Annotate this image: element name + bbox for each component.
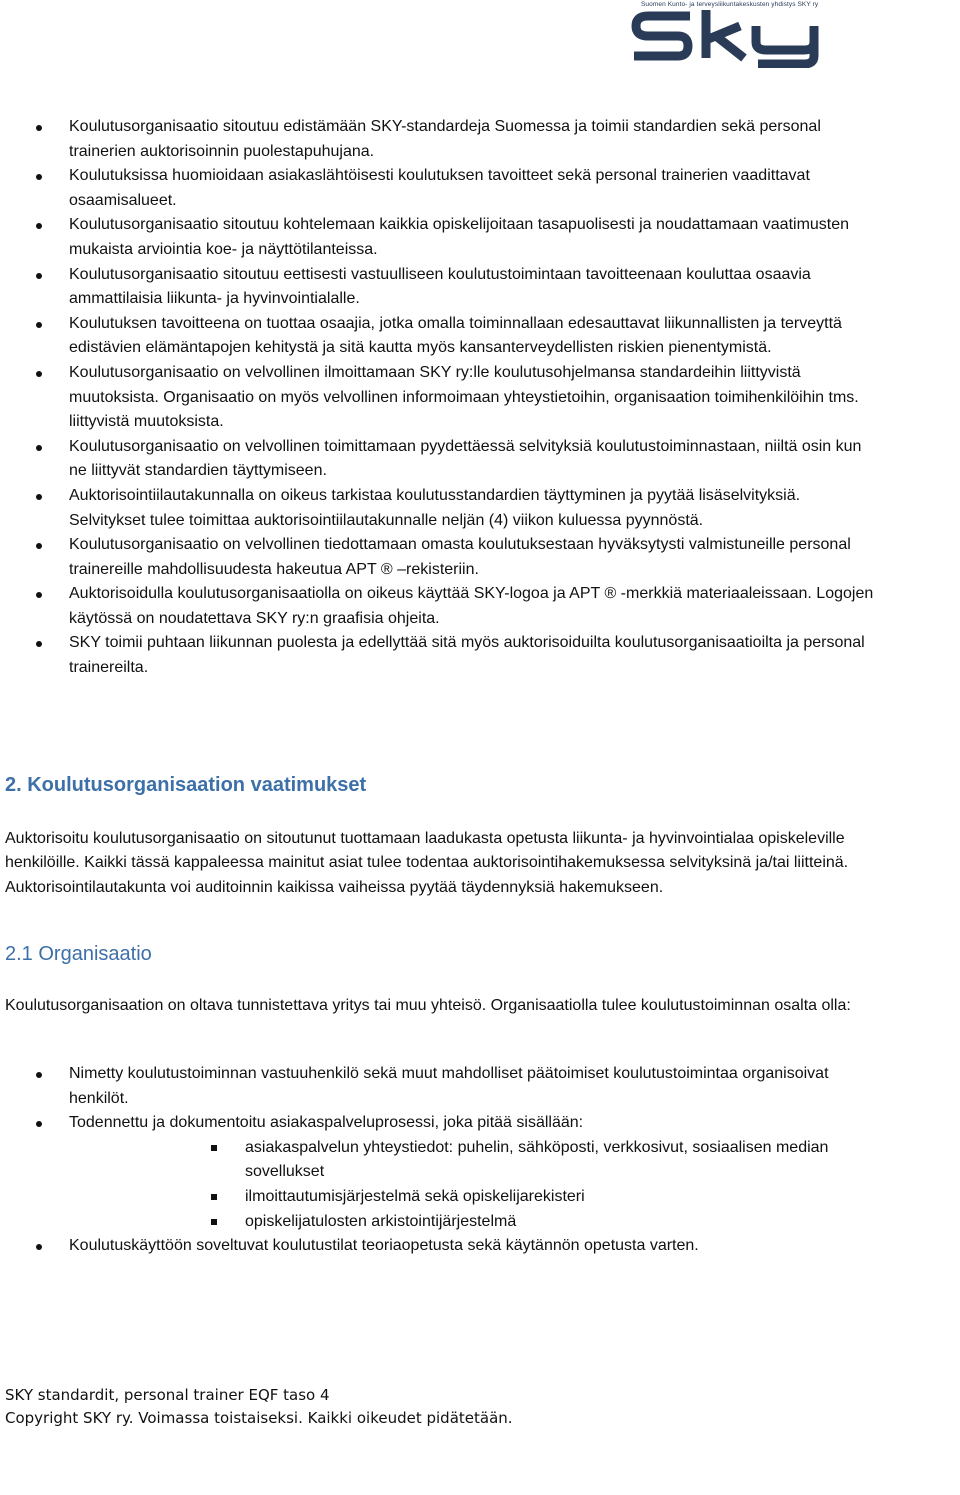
sub-list-item-text: ilmoittautumisjärjestelmä sekä opiskelijarekisteri: [245, 1187, 585, 1205]
bullet-icon: [36, 273, 42, 279]
bullet-icon: [36, 223, 42, 229]
requirements-list: [0, 1062, 880, 1259]
bullet-icon: [36, 1121, 42, 1127]
sub-list-item: [0, 1136, 880, 1185]
list-item: [0, 263, 880, 312]
top-bullet-list: [0, 115, 880, 681]
list-item-text: Auktorisointiilautakunnalla on oikeus tarkistaa koulutusstandardien täyttyminen ja pyytää lisäselvityksiä. Selvitykset tulee toimittaa auktorisointiilautakunnalle neljän (4) viikon kuluessa pyynnöstä.: [69, 486, 801, 529]
square-bullet-icon: [211, 1194, 217, 1200]
list-item-text: Koulutusorganisaatio on velvollinen toimittamaan pyydettäessä selvityksiä koulutustoiminnastaan, niiltä osin kun ne liittyvät standardien täyttymiseen.: [69, 437, 862, 480]
list-item-text: Koulutusorganisaatio on velvollinen tiedottamaan omasta koulutuksestaan hyväksytysti valmistuneille personal trainereille mahdollisuudesta hakeutua APT ® –rekisteriin.: [69, 536, 851, 578]
bullet-icon: [36, 445, 42, 451]
list-item: [0, 582, 880, 631]
list-item: [0, 1062, 880, 1111]
sub-list: [69, 1136, 880, 1234]
list-item: [0, 484, 880, 533]
list-item-text: Auktorisoidulla koulutusorganisaatiolla on oikeus käyttää SKY-logoa ja APT ® -merkkiä materiaaleissaan. Logojen käytössä on noudatettava SKY ry:n graafisia ohjeita.: [69, 585, 874, 627]
list-item: [0, 213, 880, 262]
subsection-paragraph: Koulutusorganisaation on oltava tunnistettava yritys tai muu yhteisö. Organisaatiolla tulee koulutustoiminnan osalta olla:: [5, 997, 851, 1014]
list-item: [0, 164, 880, 213]
square-bullet-icon: [211, 1219, 217, 1225]
subsection-heading: 2.1 Organisaatio: [5, 943, 152, 965]
logo-tagline: Suomen Kunto- ja terveysliikuntakeskusten yhdistys SKY ry: [641, 1, 819, 8]
bullet-icon: [36, 1244, 42, 1250]
footer-copyright: Copyright SKY ry. Voimassa toistaiseksi. Kaikki oikeudet pidätetään.: [5, 1409, 513, 1427]
bullet-icon: [36, 174, 42, 180]
section-paragraph: Auktorisoitu koulutusorganisaatio on sitoutunut tuottamaan laadukasta opetusta liikunta- ja hyvinvointialaa opiskeleville henkilöille. Kaikki tässä kappaleessa mainitut asiat tulee todentaa auktorisointihakemuksessa selvityksinä ja/tai liitteinä. Auktorisointilautakunta voi auditoinnin kaikissa vaiheissa pyytää täydennyksiä hakemukseen.: [5, 830, 849, 896]
list-item-text: Koulutusorganisaatio sitoutuu eettisesti vastuulliseen koulutustoimintaan tavoitteenaan kouluttaa osaavia ammattilaisia liikunta- ja hyvinvointialalle.: [69, 265, 811, 308]
list-item-text: Todennettu ja dokumentoitu asiakaspalveluprosessi, joka pitää sisällään:: [69, 1114, 584, 1132]
bullet-icon: [36, 371, 42, 377]
list-item-text: SKY toimii puhtaan liikunnan puolesta ja edellyttää sitä myös auktorisoiduilta koulutusorganisaatioilta ja personal trainereilta.: [69, 634, 865, 677]
bullet-icon: [36, 592, 42, 598]
list-item: [0, 361, 880, 435]
list-item: [0, 1234, 880, 1259]
bullet-icon: [36, 322, 42, 328]
sub-list-item-text: opiskelijatulosten arkistointijärjestelmä: [245, 1212, 517, 1230]
bullet-icon: [36, 543, 42, 549]
bullet-icon: [36, 1072, 42, 1078]
list-item: [0, 115, 880, 164]
list-item: [0, 631, 880, 680]
sky-logo: [628, 0, 833, 68]
list-item-text: Nimetty koulutustoiminnan vastuuhenkilö sekä muut mahdolliset päätoimiset koulutustoimintaa organisoivat henkilöt.: [69, 1065, 829, 1107]
sub-list-item: [0, 1185, 880, 1210]
list-item-text: Koulutuskäyttöön soveltuvat koulutustilat teoriaopetusta sekä käytännön opetusta varten.: [69, 1237, 699, 1255]
list-item: [0, 533, 880, 582]
sky-logo-mark: [628, 6, 833, 68]
page-number: 5: [861, 1352, 900, 1422]
list-item: [0, 1111, 880, 1234]
section-heading: 2. Koulutusorganisaation vaatimukset: [5, 774, 367, 796]
list-item: [0, 312, 880, 361]
sub-list-item-text: asiakaspalvelun yhteystiedot: puhelin, sähköposti, verkkosivut, sosiaalisen median sovellukset: [245, 1138, 829, 1181]
list-item: [0, 435, 880, 484]
bullet-icon: [36, 641, 42, 647]
list-item-text: Koulutusorganisaatio sitoutuu kohtelemaan kaikkia opiskelijoitaan tasapuolisesti ja noudattamaan vaatimusten mukaista arviointia koe- ja näyttötilanteissa.: [69, 216, 850, 258]
list-item-text: Koulutuksissa huomioidaan asiakaslähtöisesti koulutuksen tavoitteet sekä personal trainerien vaadittavat osaamisalueet.: [69, 167, 810, 209]
footer-title: SKY standardit, personal trainer EQF taso 4: [5, 1386, 330, 1404]
sub-list-item: [0, 1210, 880, 1235]
bullet-icon: [36, 494, 42, 500]
list-item-text: Koulutusorganisaatio on velvollinen ilmoittamaan SKY ry:lle koulutusohjelmansa standardeihin liittyvistä muutoksista. Organisaatio on myös velvollinen informoimaan yhteystietoihin, organisaation toimihenkilöihin tms. liittyvistä muutoksista.: [69, 363, 859, 431]
bullet-icon: [36, 125, 42, 131]
square-bullet-icon: [211, 1145, 217, 1151]
list-item-text: Koulutusorganisaatio sitoutuu edistämään SKY-standardeja Suomessa ja toimii standardien sekä personal trainerien auktorisoinnin puolestapuhujana.: [69, 118, 821, 160]
list-item-text: Koulutuksen tavoitteena on tuottaa osaajia, jotka omalla toiminnallaan edesauttavat liikunnallisten ja terveyttä edistävien elämäntapojen kehitystä ja sitä kautta myös kansanterveydellisten riskien pienentymistä.: [69, 314, 842, 357]
